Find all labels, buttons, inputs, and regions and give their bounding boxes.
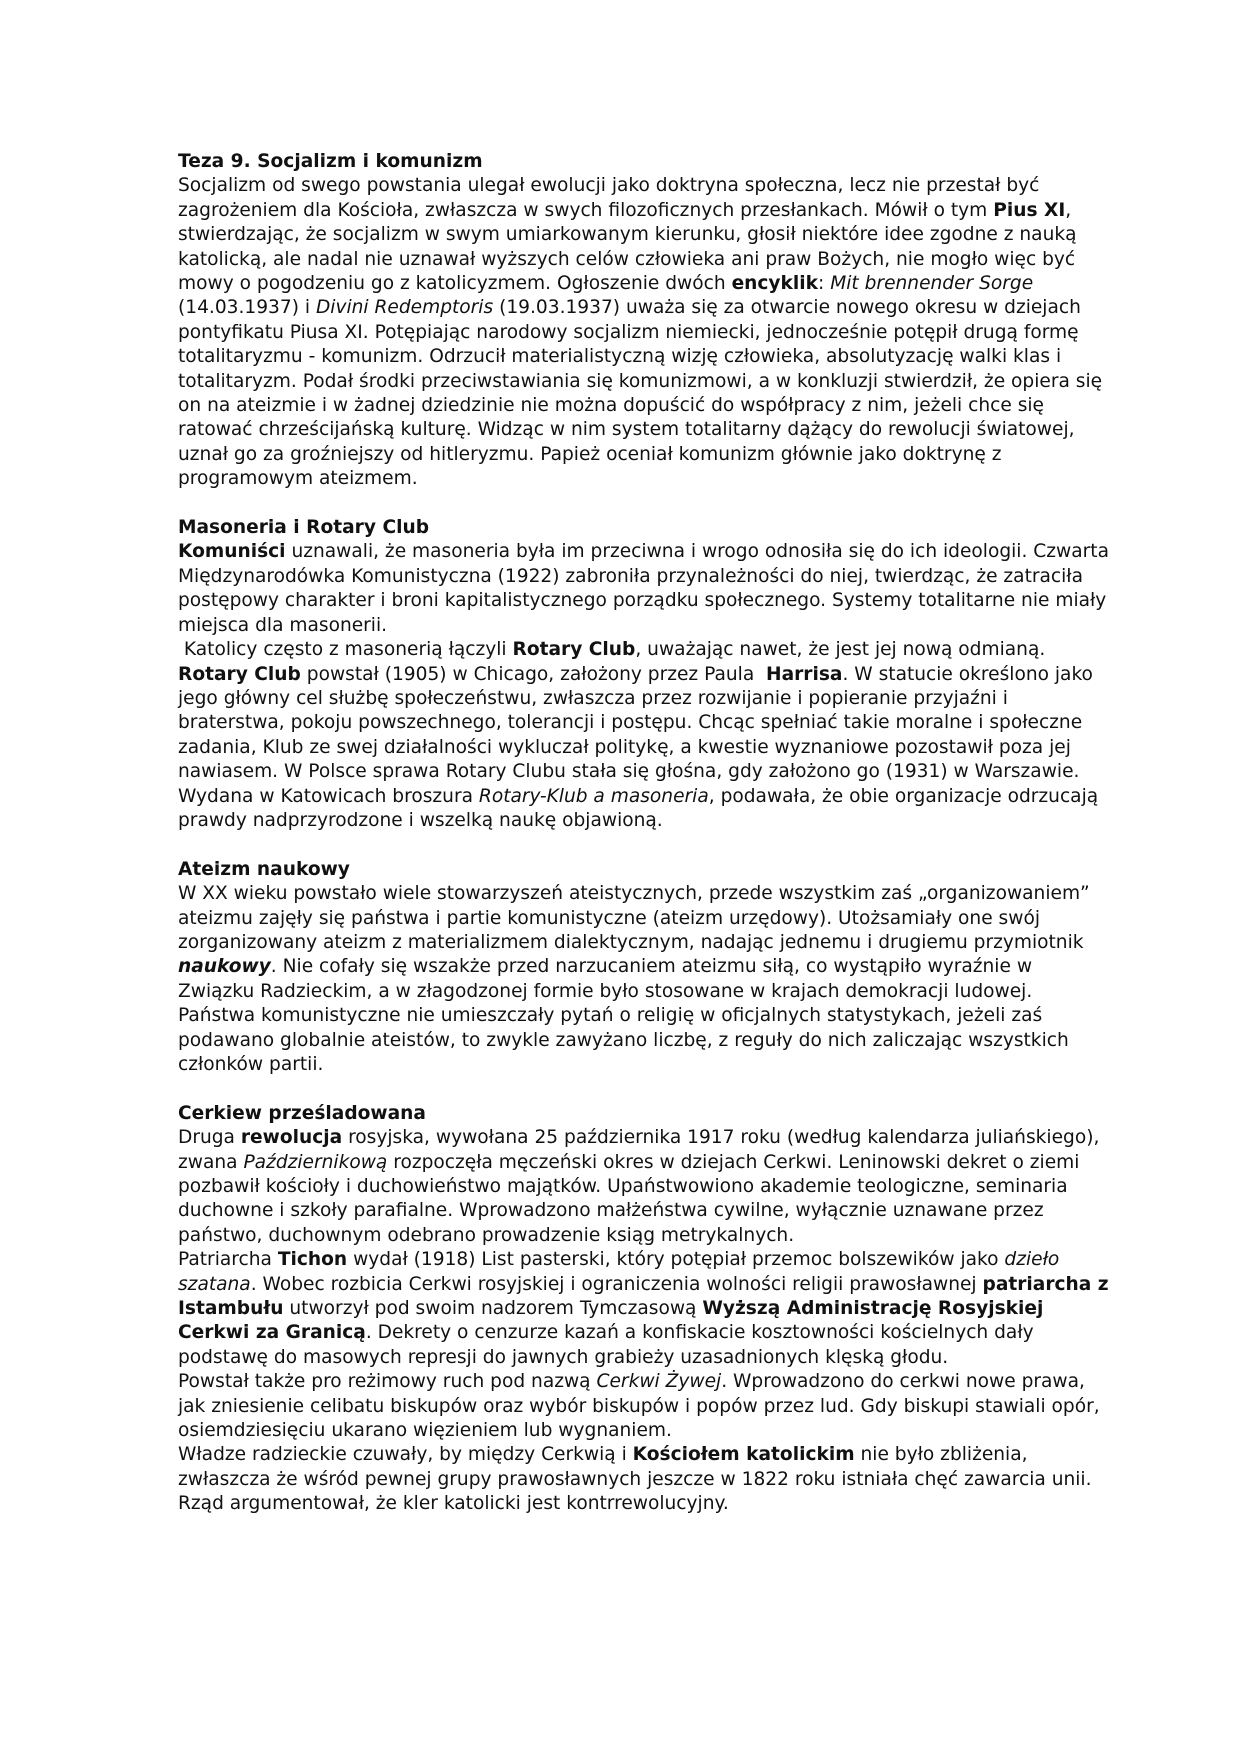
text-run-bold: Kościołem katolickim: [632, 1444, 855, 1466]
paragraph: [178, 638, 1110, 833]
text-run: Druga: [178, 1127, 241, 1149]
text-run: Powstał także pro reżimowy ruch pod nazwą: [178, 1371, 597, 1393]
text-run: , stwierdzając, że socjalizm w swym umiarkowanym kierunku, głosił niektóre idee zgodne z nauką katolicką, ale nadal nie uznawał wyższych celów człowieka ani praw Bożych, nie mogło więc być mowy o pogodzeniu go z katolicyzmem. Ogłoszenie dwóch: [178, 199, 1077, 295]
text-run: utworzył pod swoim nadzorem Tymczasową: [283, 1298, 703, 1320]
text-run: . Wobec rozbicia Cerkwi rosyjskiej i ograniczenia wolności religii prawosławnej: [250, 1273, 983, 1295]
text-run: nie było zbliżenia, zwłaszcza że wśród pewnej grupy prawosławnych jeszcze w 1822 roku istniała chęć zawarcia unii. Rząd argumentował, że kler katolicki jest kontrrewolucyjny.: [178, 1444, 1092, 1515]
text-run: uznawali, że masoneria była im przeciwna i wrogo odnosiła się do ich ideologii. Czwarta Międzynarodówka Komunistyczna (1922) zabroniła przynależności do niej, twierdząc, że zatraciła postępowy charakter i broni kapitalistycznego porządku społecznego. Systemy totalitarne nie miały miejsca dla masonerii.: [178, 541, 1109, 636]
text-run-bold: Pius XI: [993, 199, 1066, 221]
text-run: , podawała, że obie organizacje odrzucają prawdy nadprzyrodzone i wszelką naukę objawioną.: [178, 785, 1099, 831]
text-run: W XX wieku powstało wiele stowarzyszeń ateistycznych, przede wszystkim zaś „organizowaniem” ateizmu zajęły się państwa i partie komunistyczne (ateizm urzędowy). Utożsamiały one swój zorganizowany ateizm z materializmem dialektycznym, nadając jednemu i drugiemu przymiotnik: [178, 883, 1090, 953]
text-run: . Wprowadzono do cerkwi nowe prawa, jak zniesienie celibatu biskupów oraz wybór biskupów i popów przez lud. Gdy biskupi stawiali opór, osiemdziesięciu ukarano więzieniem lub wygnaniem.: [178, 1371, 1100, 1442]
text-run: powstał (1905) w Chicago, założony przez Paula: [300, 663, 767, 685]
text-run: . Nie cofały się wszakże przed narzucaniem ateizmu siłą, co wystąpiło wyraźnie w Związku Radzieckim, a w złagodzonej formie było stosowane w krajach demokracji ludowej. Państwa komunistyczne nie umieszczały pytań o religię w oficjalnych statystykach, jeżeli zaś podawano globalnie ateistów, to zwykle zawyżano liczbę, z reguły do nich zaliczając wszystkich członków partii.: [178, 956, 1069, 1075]
text-run-bold: rewolucja: [240, 1127, 343, 1149]
text-run: (14.03.1937) i: [178, 297, 316, 319]
section-masoneria: [178, 516, 1110, 833]
text-run-italic: Październikową: [243, 1151, 388, 1173]
text-run: Katolicy często z masonerią łączyli: [178, 639, 513, 661]
text-run-bold: encyklik: [731, 273, 819, 295]
text-run: (19.03.1937) uważa się za otwarcie nowego okresu w dziejach pontyfikatu Piusa XI. Potępiając narodowy socjalizm niemiecki, jednocześnie potępił drugą formę totalitaryzmu - komunizm. Odrzucił materialistyczną wizję człowieka, absolutyzację walki klas i totalitaryzm. Podał środki przeciwstawiania się komunizmowi, a w konkluzji stwierdził, że opiera się on na ateizmie i w żadnej dziedzinie nie można dopuścić do współpracy z nim, jeżeli chce się ratować chrześcijańską kulturę. Widząc w nim system totalitarny dążący do rewolucji światowej, uznał go za groźniejszy od hitleryzmu. Papież oceniał komunizm głównie jako doktrynę z programowym ateizmem.: [178, 297, 1103, 490]
section-cerkiew: [178, 1102, 1110, 1517]
text-run: :: [818, 273, 831, 295]
text-run-italic: Rotary-Klub a masoneria: [478, 785, 709, 807]
text-run-italic: Mit brennender Sorge: [830, 273, 1034, 295]
text-run-bold: Wyższą Administrację Rosyjskiej Cerkwi za Granicą: [178, 1298, 1044, 1344]
paragraph: [178, 1443, 1110, 1516]
text-run-bold: Komuniści: [178, 541, 286, 563]
paragraph: [178, 882, 1110, 1077]
text-run-bold: Harrisa: [766, 663, 843, 685]
section-heading: Teza 9. Socjalizm i komunizm: [178, 151, 483, 172]
paragraph: [178, 540, 1110, 638]
section-socjalizm: [178, 150, 1110, 492]
section-heading: Ateizm naukowy: [178, 858, 350, 880]
text-run: rozpoczęła męczeński okres w dziejach Cerkwi. Leninowski dekret o ziemi pozbawił kościoły i duchowieństwo majątków. Upaństwowiono akademie teologiczne, seminaria duchowne i szkoły parafialne. Wprowadzono małżeństwa cywilne, wyłącznie uznawane przez państwo, duchownym odebrano prowadzenie ksiąg metrykalnych.: [178, 1151, 1080, 1246]
text-run: . W statucie określono jako jego główny cel służbę społeczeństwu, zwłaszcza przez rozwijanie i popieranie przyjaźni i braterstwa, pokoju powszechnego, tolerancji i postępu. Chcąc spełniać takie moralne i społeczne zadania, Klub ze swej działalności wykluczał politykę, a kwestie wyznaniowe pozostawił poza jej nawiasem. W Polsce sprawa Rotary Clubu stała się głośna, gdy założono go (1931) w Warszawie. Wydana w Katowicach broszura: [178, 663, 1093, 807]
paragraph: [178, 1248, 1110, 1370]
paragraph: [178, 1126, 1110, 1248]
text-run-italic: Cerkwi Żywej: [596, 1371, 722, 1393]
text-run-bold: Rotary Club: [178, 663, 301, 685]
text-run-bold-italic: naukowy: [178, 956, 271, 978]
text-run: Władze radzieckie czuwały, by między Cerkwią i: [178, 1444, 633, 1466]
text-run-bold: patriarcha z Istambułu: [178, 1273, 1109, 1320]
section-ateizm: [178, 858, 1110, 1078]
section-heading: Cerkiew prześladowana: [178, 1102, 426, 1124]
text-run-bold: Tichon: [277, 1249, 348, 1271]
text-run-italic: Divini Redemptoris: [315, 297, 494, 319]
section-heading: Masoneria i Rotary Club: [178, 517, 430, 539]
paragraph: [178, 174, 1110, 491]
text-run: wydał (1918) List pasterski, który potępiał przemoc bolszewików jako: [347, 1249, 1005, 1271]
text-run: . Dekrety o cenzurze kazań a konfiskacie kosztowności kościelnych dały podstawę do masowych represji do jawnych grabieży uzasadnionych klęską głodu.: [178, 1322, 1034, 1368]
text-run-bold: Rotary Club: [512, 639, 636, 661]
text-run: rosyjska, wywołana 25 października 1917 roku (według kalendarza juliańskiego), zwana: [178, 1127, 1100, 1173]
paragraph: [178, 1370, 1110, 1443]
text-run-italic: dzieło szatana: [178, 1249, 1060, 1295]
text-run: , uważając nawet, że jest jej nową odmianą.: [635, 639, 1046, 661]
text-run: Socjalizm od swego powstania ulegał ewolucji jako doktryna społeczna, lecz nie przestał być zagrożeniem dla Kościoła, zwłaszcza w swych filozoficznych przesłankach. Mówił o tym: [178, 175, 1040, 221]
text-run: Patriarcha: [178, 1249, 278, 1271]
